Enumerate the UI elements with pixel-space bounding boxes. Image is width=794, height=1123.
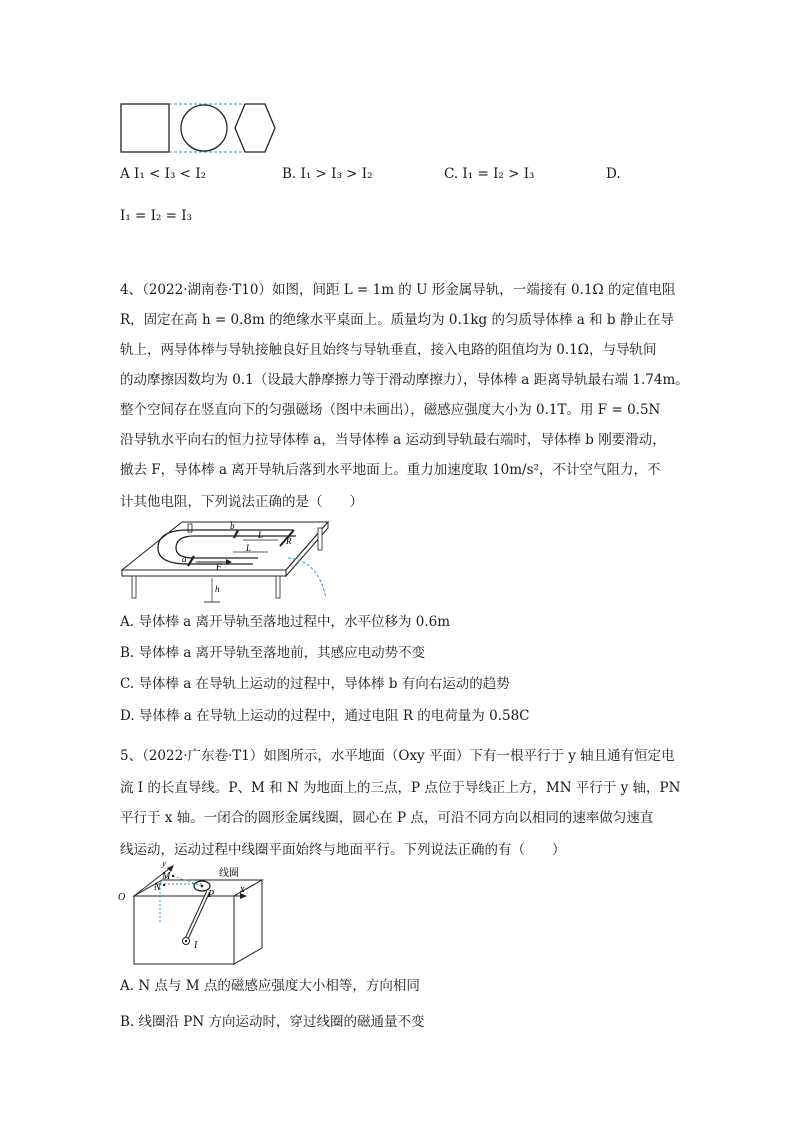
q3-option-c[interactable]: C. I₁ = I₂ > I₃ [444,166,535,182]
circle-shape [181,105,227,151]
square-shape [121,104,169,152]
hexagon-shape [235,104,275,152]
leg [318,528,322,550]
label-N: N [154,882,161,893]
label-y: y [162,862,166,868]
q5-option-a[interactable]: A. N 点与 M 点的磁感应强度大小相等，方向相同 [120,978,420,994]
q4-option-c[interactable]: C. 导体棒 a 在导轨上运动的过程中，导体棒 b 有向右运动的趋势 [120,676,510,692]
q4-option-d[interactable]: D. 导体棒 a 在导轨上运动的过程中，通过电阻 R 的电荷量为 0.58C [120,708,530,724]
label-R: R [286,536,292,546]
q5-line-3: 平行于 x 轴。一闭合的圆形金属线圈，圆心在 P 点，可沿不同方向以相同的速率做匀速直 [120,810,654,826]
q5-line-2: 流 I 的长直导线。P、M 和 N 为地面上的三点，P 点位于导线正上方，MN 平行于 y 轴，PN [120,780,681,796]
q4-line-2: R，固定在高 h = 0.8m 的绝缘水平桌面上。质量均为 0.1kg 的匀质导体棒 a 和 b 静止在导 [120,312,674,328]
label-M: M [162,871,171,882]
q4-line-8: 计其他电阻，下列说法正确的是（ ） [120,494,363,510]
label-I: I [194,940,198,951]
q3-option-b[interactable]: B. I₁ > I₃ > I₂ [282,166,373,182]
label-F: F [216,562,222,572]
label-x: x [240,884,245,895]
leg [132,576,136,598]
q3-option-a[interactable]: A I₁ < I₃ < I₂ [120,166,207,182]
point-M [172,875,174,877]
label-a: a [182,554,187,564]
label-b: b [230,521,235,531]
q5-line-1: 5、（2022·广东卷·T1）如图所示，水平地面（Oxy 平面）下有一根平行于 y 轴且通有恒定电 [120,748,675,764]
label-O: O [118,892,126,903]
table-front [122,570,286,576]
magnetic-field-figure [116,862,276,972]
label-L-top: L [258,530,264,540]
rails-figure [118,518,338,608]
q4-line-7: 撤去 F，导体棒 a 离开导轨后落到水平地面上。重力加速度取 10m/s²，不计空气阻力，不 [120,462,661,478]
current-dot-center [185,940,187,942]
q5-line-4: 线运动，运动过程中线圈平面始终与地面平行。下列说法正确的有（ ） [120,842,566,858]
q4-line-4: 的动摩擦因数均为 0.1（设最大静摩擦力等于滑动摩擦力），导体棒 a 距离导轨最右端 1.74m。 [120,372,689,388]
label-L-bottom: L [246,543,252,553]
q3-option-d[interactable]: D. [606,166,621,182]
leg [188,524,192,532]
leg [276,576,280,598]
box-front [134,896,234,964]
q4-line-6: 沿导轨水平向右的恒力拉导体棒 a，当导体棒 a 运动到导轨最右端时，导体棒 b 刚要滑动， [120,432,666,448]
q5-option-b[interactable]: B. 线圈沿 PN 方向运动时，穿过线圈的磁通量不变 [120,1014,425,1030]
q4-option-a[interactable]: A. 导体棒 a 离开导轨至落地过程中，水平位移为 0.6m [120,614,451,630]
q4-line-5: 整个空间存在竖直向下的匀强磁场（图中未画出），磁感应强度大小为 0.1T。用 F = 0.5N [120,402,661,418]
q4-line-3: 轨上，两导体棒与导轨接触良好且始终与导轨垂直，接入电路的阻值均为 0.1Ω，与导轨间 [120,342,657,358]
q4-option-b[interactable]: B. 导体棒 a 离开导轨至落地前，其感应电动势不变 [120,645,426,661]
point-N [163,884,165,886]
label-coil: 线圈 [219,868,239,879]
q3-option-d-content: I₁ = I₂ = I₃ [120,208,193,224]
q4-line-1: 4、（2022·湖南卷·T10）如图，间距 L = 1m 的 U 形金属导轨，一端接有 0.1Ω 的定值电阻 [120,282,676,298]
shapes-figure [118,98,288,156]
label-h: h [215,584,220,594]
label-P: P [208,889,215,900]
